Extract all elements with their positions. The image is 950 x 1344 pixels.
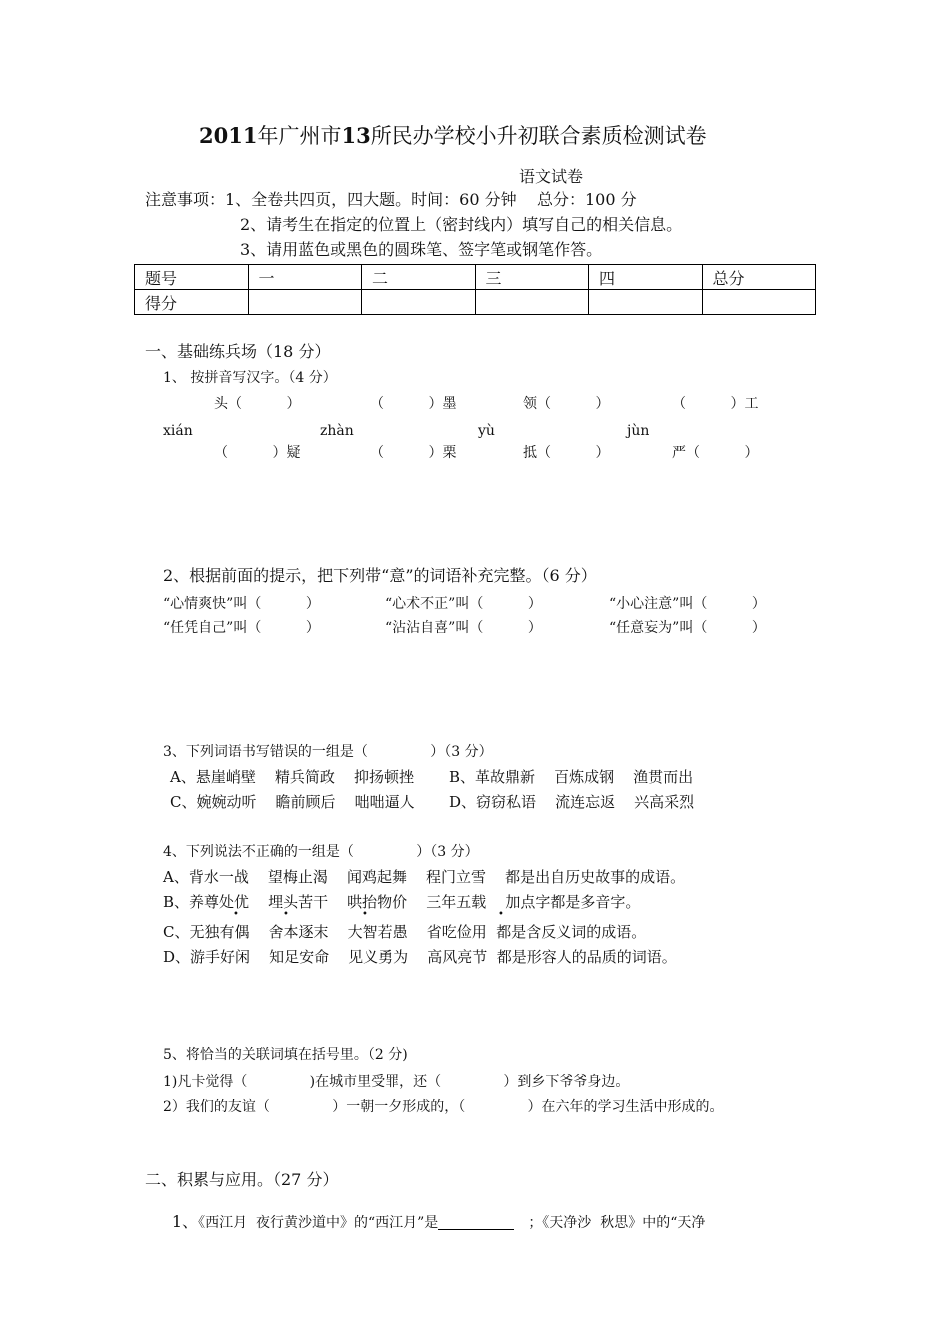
q3-option-d: D、窃窃私语 流连忘返 兴高采烈 (449, 793, 695, 811)
score-input-cell[interactable] (248, 290, 362, 315)
emphasis-dot: • (498, 909, 504, 920)
emphasis-dot: • (362, 909, 368, 920)
q1-pinyin: xián (163, 423, 193, 439)
q2-item: “任凭自己”叫（ ） (163, 620, 320, 636)
q1-item: 头（ ） (214, 396, 301, 412)
title-num: 13 (341, 123, 371, 148)
score-input-cell[interactable] (362, 290, 476, 315)
section-2-title: 二、积累与应用。（27 分） (145, 1170, 339, 1189)
title-part2: 所民办学校小升初联合素质检测试卷 (370, 124, 707, 148)
note-line-1: 注意事项：1、全卷共四页，四大题。时间：60 分钟 总分：100 分 (145, 190, 637, 209)
q1-pinyin: zhàn (320, 423, 354, 439)
q3-option-b: B、革故鼎新 百炼成钢 渔贯而出 (449, 768, 694, 786)
section-1-title: 一、基础练兵场（18 分） (145, 342, 331, 361)
q1-item: 抵（ ） (523, 445, 610, 461)
q4-option: A、背水一战 望梅止渴 闻鸡起舞 程门立雪 都是出自历史故事的成语。 (163, 868, 686, 886)
score-table-score-row (135, 290, 816, 315)
score-row-label: 得分 (135, 290, 249, 315)
score-header-cell: 四 (589, 265, 703, 290)
score-input-cell[interactable] (589, 290, 703, 315)
q5-prompt: 5、将恰当的关联词填在括号里。（2 分) (163, 1047, 408, 1063)
exam-subtitle: 语文试卷 (519, 167, 584, 186)
q2-item: “任意妄为”叫（ ） (609, 620, 766, 636)
q1-item: 领（ ） (523, 396, 610, 412)
score-table (134, 264, 816, 315)
s2-q1-answer-blank[interactable] (438, 1215, 514, 1230)
score-header-cell: 题号 (135, 265, 249, 290)
q1-item: （ ）疑 (214, 445, 301, 461)
q3-prompt: 3、下列词语书写错误的一组是（ ）（3 分） (163, 744, 493, 760)
q1-prompt: 1、 按拼音写汉字。（4 分） (163, 370, 337, 386)
q1-item: （ ）墨 (370, 396, 457, 412)
q2-prompt: 2、根据前面的提示，把下列带“意”的词语补充完整。（6 分） (163, 566, 597, 585)
q4-prompt: 4、下列说法不正确的一组是（ ）（3 分） (163, 844, 479, 860)
score-header-cell: 一 (248, 265, 362, 290)
title-year: 2011 (199, 123, 258, 148)
q1-item: （ ）工 (672, 396, 759, 412)
title-part1: 年广州市 (257, 124, 342, 148)
s2-q1-text-b: ；《天净沙 秋思》中的“天净 (528, 1215, 706, 1231)
q1-item: 严（ ） (672, 445, 759, 461)
exam-title (199, 125, 707, 147)
q4-option: C、无独有偶 舍本逐末 大智若愚 省吃俭用 都是含反义词的成语。 (163, 923, 647, 941)
q2-item: “心情爽快”叫（ ） (163, 596, 320, 612)
note-line-3: 3、请用蓝色或黑色的圆珠笔、签字笔或钢笔作答。 (240, 240, 603, 259)
s2-q1-number: 1、 (171, 1212, 199, 1231)
q1-item: （ ）栗 (370, 445, 457, 461)
q3-option-c: C、婉婉动听 瞻前顾后 咄咄逼人 (170, 793, 415, 811)
q1-pinyin: yù (478, 423, 495, 439)
s2-q1 (163, 1200, 705, 1230)
s2-q1-text-a: 《西江月 夜行黄沙道中》的“西江月”是 (198, 1215, 439, 1231)
q4-option: B、养尊处优 埋头苦干 哄抬物价 三年五载 加点字都是多音字。 (163, 893, 641, 911)
q2-item: “小心注意”叫（ ） (609, 596, 766, 612)
q4-option: D、游手好闲 知足安命 见义勇为 高风亮节 都是形容人的品质的词语。 (163, 948, 677, 966)
note-line-2: 2、请考生在指定的位置上（密封线内）填写自己的相关信息。 (240, 215, 683, 234)
q5-sentence-2: 2）我们的友谊（ ）一朝一夕形成的，（ ）在六年的学习生活中形成的。 (163, 1099, 724, 1115)
emphasis-dot: • (233, 909, 239, 920)
score-header-cell: 总分 (702, 265, 816, 290)
q2-item: “心术不正”叫（ ） (385, 596, 542, 612)
score-header-cell: 三 (475, 265, 589, 290)
q2-item: “沾沾自喜”叫（ ） (385, 620, 542, 636)
q5-sentence-1: 1)凡卡觉得（ )在城市里受罪，还（ ）到乡下爷爷身边。 (163, 1074, 630, 1090)
score-input-cell[interactable] (475, 290, 589, 315)
score-header-cell: 二 (362, 265, 476, 290)
emphasis-dot: • (283, 909, 289, 920)
q3-option-a: A、悬崖峭壁 精兵简政 抑扬顿挫 (170, 768, 414, 786)
q1-pinyin: jùn (627, 423, 650, 439)
score-input-cell[interactable] (702, 290, 816, 315)
score-table-header-row (135, 265, 816, 290)
